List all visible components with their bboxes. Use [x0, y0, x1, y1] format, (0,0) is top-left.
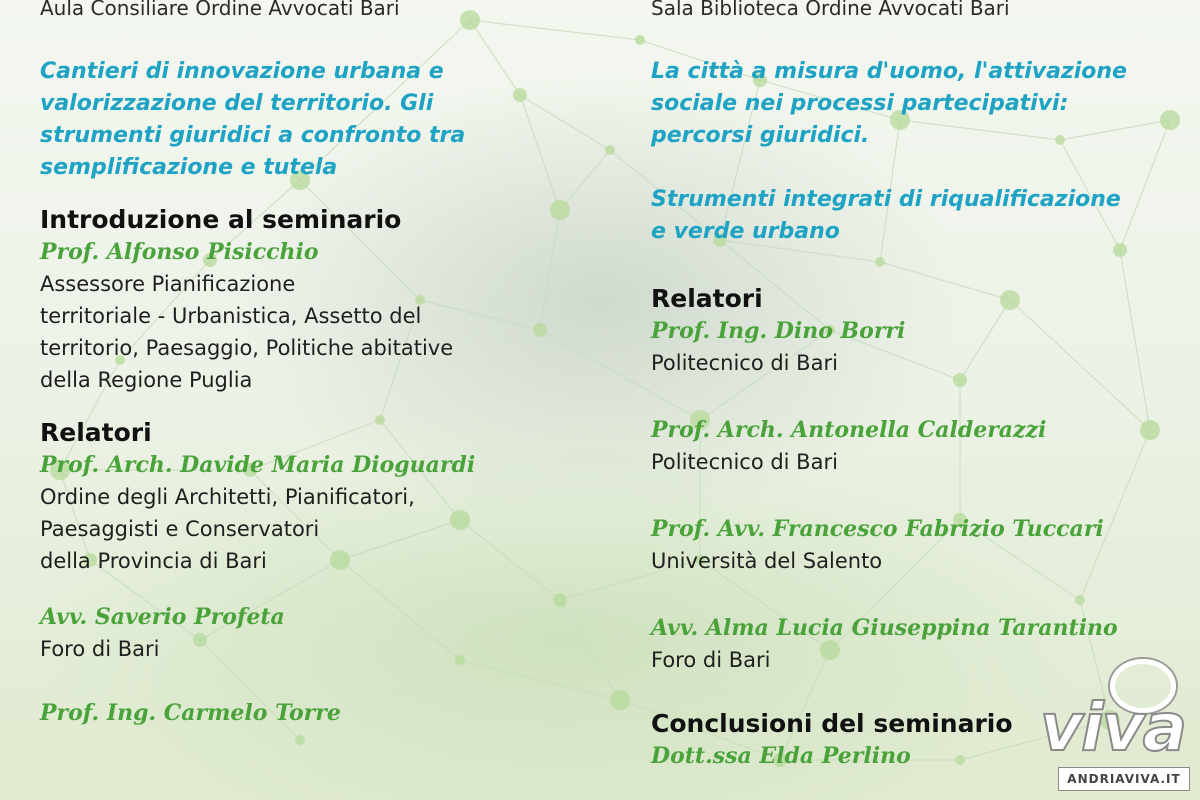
- speaker-name: Avv. Saverio Profeta: [40, 604, 285, 630]
- conclusion-heading: Conclusioni del seminario: [651, 709, 1013, 738]
- right-topic-line: La città a misura d'uomo, l'attivazione: [651, 59, 1127, 84]
- intro-heading: Introduzione al seminario: [40, 205, 402, 234]
- left-topic-line: strumenti giuridici a confronto tra: [40, 123, 466, 148]
- network-node: [635, 35, 645, 45]
- intro-speaker-affiliation: Assessore Pianificazione territoriale - Urbanistica, Assetto del territorio, Paesaggio, Politiche abitative della Regione Puglia: [40, 272, 454, 392]
- speaker-name: Prof. Ing. Dino Borri: [651, 318, 906, 344]
- left-speaker-1: [40, 449, 600, 577]
- network-node: [605, 145, 615, 155]
- network-node: [295, 735, 305, 745]
- logo-site-label: ANDRIAVIVA.IT: [1058, 767, 1190, 791]
- conclusion-speaker-name: Dott.ssa Elda Perlino: [651, 743, 911, 769]
- left-topic-line: Cantieri di innovazione urbana e: [40, 59, 444, 84]
- speaker-name: Prof. Avv. Francesco Fabrizio Tuccari: [651, 516, 1104, 542]
- right-topic-line: sociale nei processi partecipativi:: [651, 91, 1069, 116]
- speaker-name: Prof. Arch. Davide Maria Dioguardi: [40, 452, 476, 478]
- right-venue: Sala Biblioteca Ordine Avvocati Bari: [651, 0, 1010, 20]
- right-topic-line: percorsi giuridici.: [651, 123, 870, 148]
- left-speaker-3: [40, 697, 600, 729]
- left-column: [40, 0, 600, 729]
- left-topic-line: valorizzazione del territorio. Gli: [40, 91, 434, 116]
- left-topic-line: semplificazione e tutela: [40, 155, 338, 180]
- right-speaker-2: [651, 414, 1181, 478]
- speaker-name: Avv. Alma Lucia Giuseppina Tarantino: [651, 615, 1118, 641]
- speaker-affiliation: Politecnico di Bari: [651, 351, 838, 375]
- speaker-name: Prof. Ing. Carmelo Torre: [40, 700, 341, 726]
- speaker-affiliation: Politecnico di Bari: [651, 450, 838, 474]
- left-venue: Aula Consiliare Ordine Avvocati Bari: [40, 0, 400, 20]
- left-topic: [40, 56, 600, 184]
- right-speaker-3: [651, 513, 1181, 577]
- speaker-name: Prof. Arch. Antonella Calderazzi: [651, 417, 1047, 443]
- right-speaker-1: [651, 315, 1181, 379]
- left-speakers-heading: Relatori: [40, 418, 152, 447]
- viva-logo: [1040, 655, 1190, 795]
- right-topic-1: [651, 56, 1181, 152]
- right-topic-2: [651, 184, 1181, 248]
- right-speakers-heading: Relatori: [651, 284, 763, 313]
- right-topic-line: e verde urbano: [651, 219, 840, 244]
- speaker-affiliation: Foro di Bari: [651, 648, 771, 672]
- network-node: [610, 690, 630, 710]
- right-topic-line: Strumenti integrati di riqualificazione: [651, 187, 1121, 212]
- speaker-affiliation: Ordine degli Architetti, Pianificatori, Paesaggisti e Conservatori della Provincia di Bari: [40, 485, 415, 573]
- speaker-affiliation: Foro di Bari: [40, 637, 160, 661]
- intro-speaker-name: Prof. Alfonso Pisicchio: [40, 239, 319, 265]
- speaker-affiliation: Università del Salento: [651, 549, 883, 573]
- logo-word: viva: [1040, 689, 1186, 766]
- left-speaker-2: [40, 601, 600, 665]
